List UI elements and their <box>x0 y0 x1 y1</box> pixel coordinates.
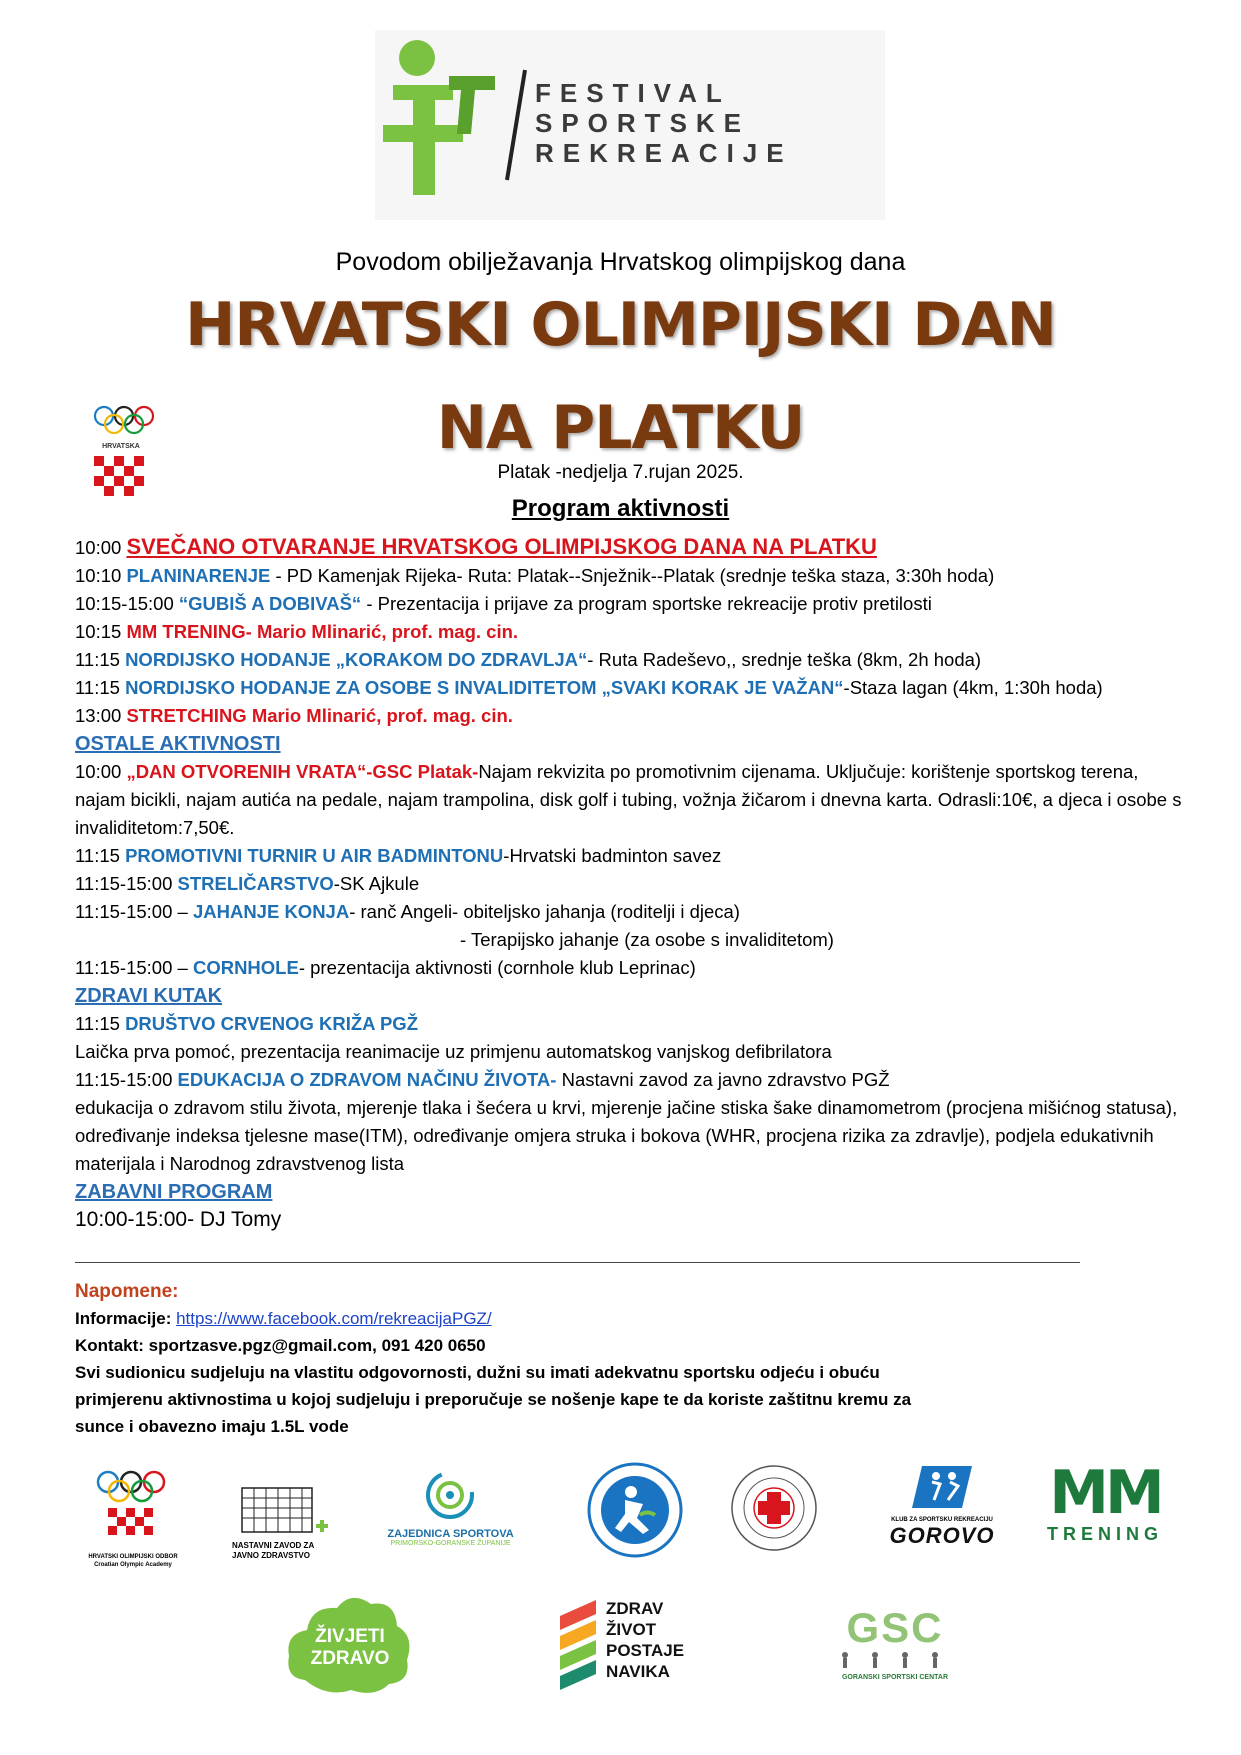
program-name: STRETCHING Mario Mlinarić, prof. mag. cin. <box>126 705 513 726</box>
gorovo-logo <box>872 1462 1012 1562</box>
item-detail: -Hrvatski badminton savez <box>503 845 722 866</box>
other-activities-heading: OSTALE AKTIVNOSTI <box>75 733 281 755</box>
program-time: 10:10 <box>75 565 127 586</box>
hoo-logo <box>90 400 165 500</box>
item-name: JAHANJE KONJA <box>192 901 350 922</box>
program-detail: - Prezentacija i prijave za program sportske rekreacije protiv pretilosti <box>361 593 932 614</box>
program-heading: Program aktivnosti <box>511 495 730 522</box>
badminton-item <box>75 842 1185 870</box>
item-detail: -SK Ajkule <box>333 873 420 894</box>
disclaimer: Svi sudionicu sudjeluju na vlastitu odgovornosti, dužni su imati adekvatnu sportsku odjeću i obuću primjerenu aktivnostima u kojoj sudjeluju i preporučuje se nošenje kape te da koriste zaštitnu kremu za sunce i obavezno imaju 1.5L vode <box>75 1363 912 1436</box>
gsc-sub: GORANSKI SPORTSKI CENTAR <box>841 1674 949 1681</box>
info-line <box>75 1305 1195 1332</box>
program-time: 11:15 <box>75 677 126 698</box>
building-icon <box>232 1478 332 1536</box>
crveni-kriz-logo <box>728 1462 820 1554</box>
mm-name: MM <box>1049 1458 1161 1528</box>
program-name: MM TRENING- Mario Mlinarić, prof. mag. cin. <box>126 621 519 642</box>
edu-item <box>75 1066 1185 1094</box>
item-detail: - ranč Angeli- obiteljsko jahanja (roditelji i djeca) <box>349 901 740 922</box>
contact-line: Kontakt: sportzasve.pgz@gmail.com, 091 420 0650 <box>75 1336 486 1355</box>
item-time: 11:15-15:00 – <box>75 957 193 978</box>
fun-heading: ZABAVNI PROGRAM <box>75 1181 273 1203</box>
program-row <box>75 646 1185 674</box>
program-detail: - Ruta Radeševo,, srednje teška (8km, 2h hoda) <box>587 649 982 670</box>
riding-item <box>75 898 1185 926</box>
item-name: EDUKACIJA O ZDRAVOM NAČINU ŽIVOTA- <box>177 1069 557 1090</box>
gorovo-name: GOROVO <box>889 1523 995 1548</box>
hoo-small-label: HRVATSKA <box>102 443 140 450</box>
nzjz-logo <box>232 1478 332 1568</box>
health-heading: ZDRAVI KUTAK <box>75 985 223 1007</box>
olympic-rings-icon <box>88 1468 178 1548</box>
page-title-line1: HRVATSKI OLIMPIJSKI DAN <box>185 290 1056 360</box>
item-time: 11:15 <box>75 845 126 866</box>
logo-line-festival: FESTIVAL <box>535 78 731 108</box>
zivjeti-line2: ZDRAVO <box>310 1648 390 1669</box>
logo-line-rekreacije: REKREACIJE <box>535 138 793 168</box>
runner-badge-icon <box>585 1460 685 1560</box>
zivjeti-line1: ŽIVJETI <box>315 1626 385 1647</box>
intro-text: Povodom obilježavanja Hrvatskog olimpijskog dana <box>335 248 906 276</box>
item-time: 11:15-15:00 <box>75 1069 178 1090</box>
program-name: “GUBIŠ A DOBIVAŠ“ <box>178 593 362 614</box>
zs-title: ZAJEDNICA SPORTOVA <box>387 1528 514 1540</box>
divider <box>75 1262 1080 1263</box>
facebook-link[interactable]: https://www.facebook.com/rekreacijaPGZ/ <box>176 1309 492 1328</box>
athletes-silhouette-icon <box>825 1651 965 1669</box>
hoo-sponsor-logo <box>88 1468 188 1568</box>
item-name: „DAN OTVORENIH VRATA“-GSC Platak- <box>126 761 479 782</box>
program-name: NORDIJSKO HODANJE ZA OSOBE S INVALIDITETOM „SVAKI KORAK JE VAŽAN“ <box>125 677 844 698</box>
zivjeti-zdravo-logo <box>285 1590 415 1700</box>
notes-heading: Napomene: <box>75 1281 179 1302</box>
zdrav-line3: POSTAJE <box>606 1641 685 1660</box>
redcross-item <box>75 1010 1185 1038</box>
item-name: PROMOTIVNI TURNIR U AIR BADMINTONU <box>125 845 504 866</box>
item-time: 10:00 <box>75 761 127 782</box>
item-time: 11:15-15:00 <box>75 873 178 894</box>
program-row <box>75 618 1185 646</box>
program-row <box>75 702 1185 730</box>
festival-logo-text <box>535 78 793 168</box>
program-detail: - PD Kamenjak Rijeka- Ruta: Platak--Snježnik--Platak (srednje teška staza, 3:30h hoda) <box>270 565 995 586</box>
logo-line-sportske: SPORTSKE <box>535 108 751 138</box>
redcross-text: Laička prva pomoć, prezentacija reanimacije uz primjenu automatskog vanjskog defibrilatora <box>75 1041 832 1062</box>
fun-text: 10:00-15:00- DJ Tomy <box>75 1208 282 1231</box>
event-date: Platak -nedjelja 7.rujan 2025. <box>497 462 744 483</box>
gsc-name: GSC <box>846 1604 944 1651</box>
program-content <box>75 533 1185 1234</box>
program-time: 10:15-15:00 <box>75 593 179 614</box>
program-time: 10:00 <box>75 537 127 558</box>
red-cross-icon <box>728 1462 820 1554</box>
page-title-line2: NA PLATKU <box>436 393 805 463</box>
program-row <box>75 674 1185 702</box>
zs-subtitle: PRIMORSKO-GORANSKE ŽUPANIJE <box>390 1540 511 1547</box>
info-label: Informacije: <box>75 1309 177 1328</box>
gorovo-athletes-icon <box>872 1462 1012 1512</box>
program-name: SVEČANO OTVARANJE HRVATSKOG OLIMPIJSKOG DANA NA PLATKU <box>126 534 877 559</box>
olympic-rings-icon <box>90 400 165 500</box>
item-name: CORNHOLE <box>192 957 299 978</box>
program-row <box>75 562 1185 590</box>
gorovo-top: KLUB ZA SPORTSKU REKREACIJU <box>891 1517 993 1523</box>
zdrav-line1: ZDRAV <box>606 1599 664 1618</box>
zdrav-line4: NAVIKA <box>606 1662 670 1681</box>
program-time: 13:00 <box>75 705 127 726</box>
program-detail: -Staza lagan (4km, 1:30h hoda) <box>843 677 1103 698</box>
item-detail: Najam rekvizita po promotivnim cijenama. Uključuje: korištenje sportskog terena, najam bicikli, najam autića na pedale, najam trampolina, disk golf i tubing, vožnja žičarom i dnevna karta. Odrasli:10€, a djeca i osobe s invaliditetom:7,50€. <box>75 761 1182 838</box>
hoo-caption: HRVATSKI OLIMPIJSKI ODBOR Croatian Olympic Academy <box>88 1554 178 1568</box>
open-day-item <box>75 758 1185 842</box>
sport-za-sve-logo <box>585 1460 685 1560</box>
item-time: 11:15-15:00 – <box>75 901 193 922</box>
stripes-icon <box>560 1596 600 1692</box>
cornhole-item <box>75 954 1185 982</box>
gsc-logo <box>825 1605 965 1685</box>
zivjeti-text <box>285 1626 415 1670</box>
mm-trening-logo <box>1040 1458 1170 1562</box>
riding-item-2: - Terapijsko jahanje (za osobe s invaliditetom) <box>460 929 834 950</box>
program-row <box>75 590 1185 618</box>
target-circle-icon <box>378 1468 523 1523</box>
program-time: 11:15 <box>75 649 126 670</box>
program-name: NORDIJSKO HODANJE „KORAKOM DO ZDRAVLJA“ <box>125 649 588 670</box>
zdrav-zivot-logo <box>560 1596 720 1696</box>
archery-item <box>75 870 1185 898</box>
item-detail: Nastavni zavod za javno zdravstvo PGŽ <box>556 1069 890 1090</box>
zajednica-sportova-logo <box>378 1468 523 1568</box>
item-detail: - prezentacija aktivnosti (cornhole klub Leprinac) <box>298 957 696 978</box>
notes-block <box>75 1278 1195 1440</box>
edu-text: edukacija o zdravom stilu života, mjerenje tlaka i šećera u krvi, mjerenje jačine stiska šake dinamometrom (procjena mišićnog statusa), određivanje indeksa tjelesne mase(ITM), određivanje omjera struka i bokova (WHR, procjena rizika za zdravlje), podjela edukativnih materijala i Narodnog zdravstvenog lista <box>75 1097 1178 1174</box>
zdrav-line2: ŽIVOT <box>606 1620 657 1639</box>
zdrav-text <box>606 1598 684 1682</box>
nzjz-caption: NASTAVNI ZAVOD ZA JAVNO ZDRAVSTVO <box>232 1541 314 1560</box>
item-name: DRUŠTVO CRVENOG KRIŽA PGŽ <box>125 1013 419 1034</box>
program-time: 10:15 <box>75 621 127 642</box>
mm-sub: TRENING <box>1047 1524 1163 1544</box>
item-time: 11:15 <box>75 1013 126 1034</box>
item-name: STRELIČARSTVO <box>177 873 334 894</box>
program-row <box>75 533 1185 562</box>
program-name: PLANINARENJE <box>126 565 271 586</box>
